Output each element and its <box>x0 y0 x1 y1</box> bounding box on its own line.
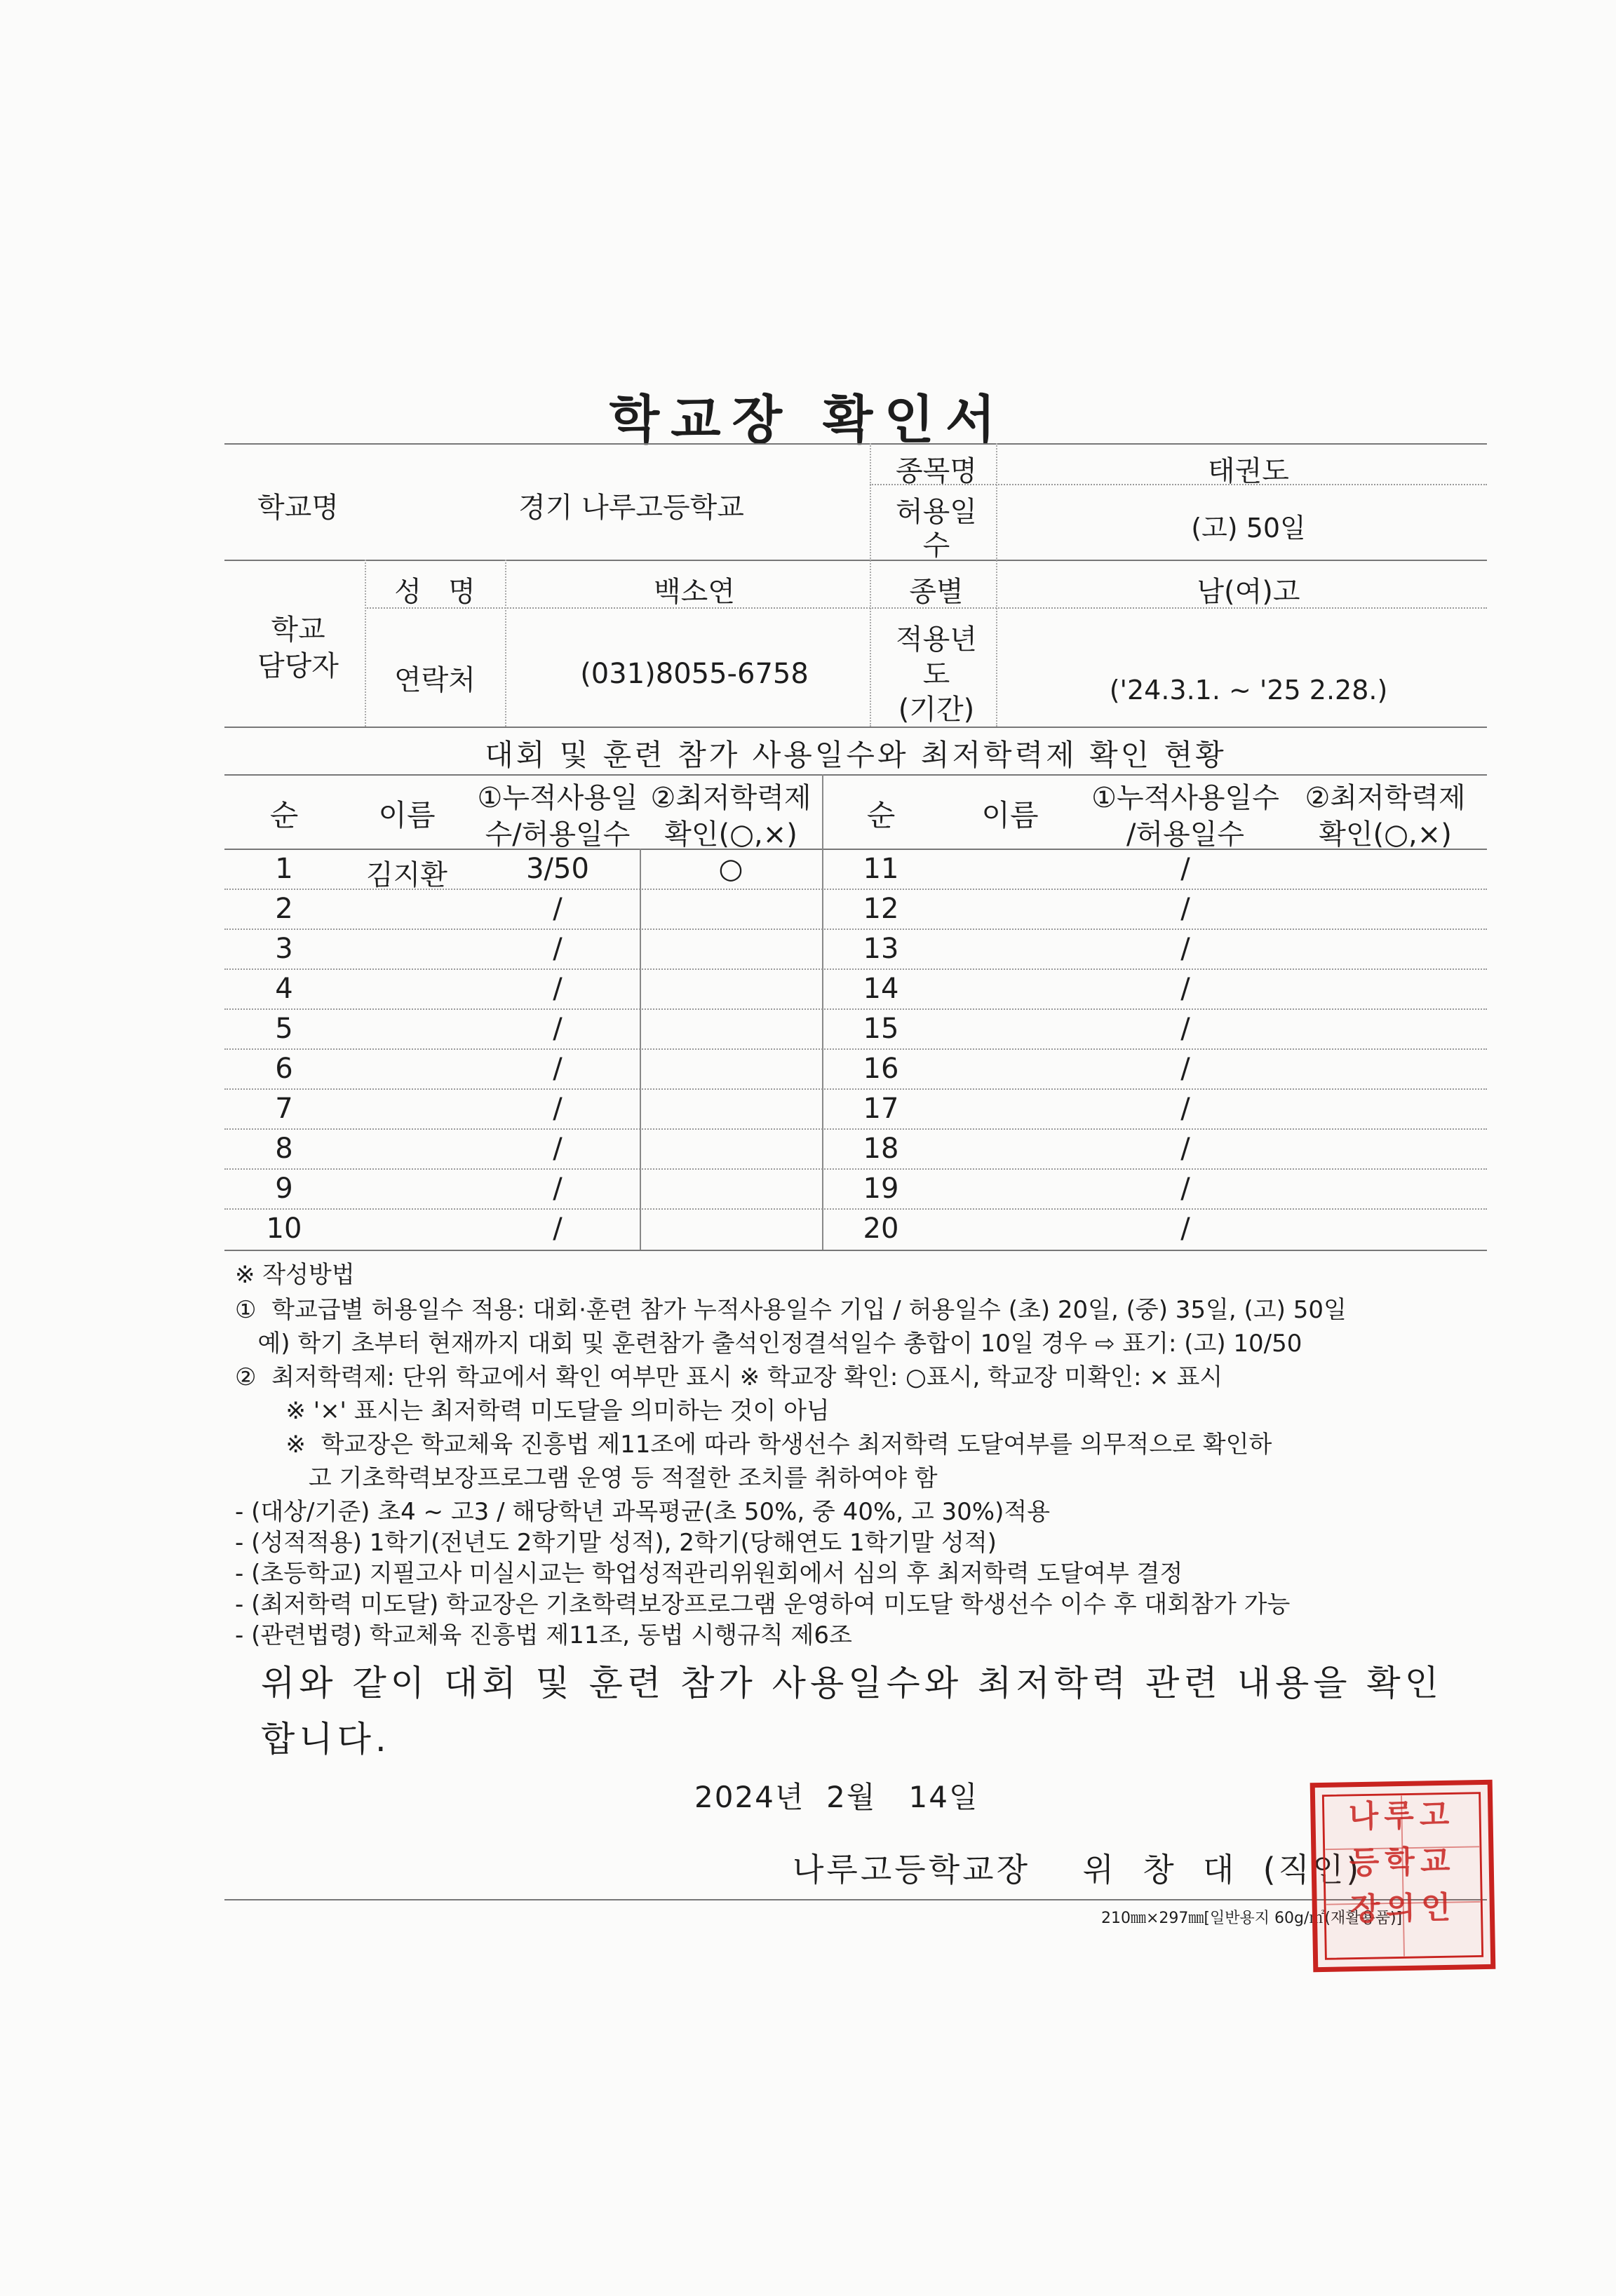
document-title: 학교장 확인서 <box>609 390 1007 450</box>
col-days-header: 수/허용일수 <box>485 818 631 851</box>
row-days: 3/50 <box>526 853 589 885</box>
table-row <box>224 1048 1487 1090</box>
note-line: ※ 학교장은 학교체육 진흥법 제11조에 따라 학생선수 최저학력 도달여부를 의무적으로 확인하 <box>263 1431 1272 1459</box>
row-days: / <box>553 933 563 965</box>
col-days-header: ①누적사용일 <box>477 782 638 814</box>
row-no-right: 11 <box>863 853 899 885</box>
row-days-right: / <box>1180 1053 1190 1085</box>
manager-label: 학교 <box>271 614 325 646</box>
row-days: / <box>553 973 563 1005</box>
header-divider <box>996 443 997 727</box>
row-days: / <box>553 1173 563 1205</box>
table-row <box>224 1008 1487 1050</box>
table-row <box>224 1208 1487 1251</box>
row-days-right: / <box>1180 1213 1190 1245</box>
row-days-right: / <box>1180 1173 1190 1205</box>
row-no-right: 20 <box>863 1213 899 1245</box>
row-days-right: / <box>1180 893 1190 925</box>
row-days: / <box>553 1013 563 1045</box>
writing-instructions <box>235 1255 1483 1647</box>
note-line: ② 최저학력제: 단위 학교에서 확인 여부만 표시 ※ 학교장 확인: ○표시, 학교장 미확인: × 표시 <box>235 1363 1223 1391</box>
manager-label: 담당자 <box>257 650 339 682</box>
gender-label: 종별 <box>909 576 964 608</box>
year-label: 도 <box>922 659 950 691</box>
row-no: 7 <box>275 1093 293 1125</box>
table-row <box>224 849 1487 890</box>
note-line: 예) 학기 초부터 현재까지 대회 및 훈련참가 출석인정결석일수 총합이 10일 경우 ⇨ 표기: (고) 10/50 <box>235 1330 1302 1358</box>
contact-value: (031)8055-6758 <box>580 658 809 690</box>
row-no: 5 <box>275 1013 293 1045</box>
row-no-right: 17 <box>863 1093 899 1125</box>
table-row <box>224 928 1487 970</box>
note-line: - (최저학력 미도달) 학교장은 기초학력보장프로그램 운영하여 미도달 학생선수 이수 후 대회참가 가능 <box>235 1591 1291 1619</box>
row-days: / <box>553 1093 563 1125</box>
col-no-header-right: 순 <box>866 798 896 832</box>
issue-date: 2024년 2월 14일 <box>694 1780 979 1814</box>
table-row <box>224 1128 1487 1170</box>
note-line: - (성적적용) 1학기(전년도 2학기말 성적), 2학기(당해연도 1학기말 성적) <box>235 1529 997 1557</box>
note-line: - (관련법령) 학교체육 진흥법 제11조, 동법 시행규칙 제6조 <box>235 1621 852 1649</box>
row-no: 6 <box>275 1053 293 1085</box>
row-days: / <box>553 1133 563 1165</box>
row-no-right: 16 <box>863 1053 899 1085</box>
allowed-label: 허용일 <box>896 496 977 528</box>
row-days-right: / <box>1180 973 1190 1005</box>
row-no-right: 13 <box>863 933 899 965</box>
allowed-label: 수 <box>922 529 950 562</box>
year-value: ('24.3.1. ~ '25 2.28.) <box>1109 675 1388 705</box>
col-check-header-right: ②최저학력제 <box>1305 782 1466 814</box>
row-no: 1 <box>275 853 293 885</box>
row-no-right: 19 <box>863 1173 899 1205</box>
name-value: 백소연 <box>654 576 735 608</box>
note-line: - (대상/기준) 초4 ~ 고3 / 해당학년 과목평균(초 50%, 중 40%, 고 30%)적용 <box>235 1498 1051 1526</box>
row-no-right: 18 <box>863 1133 899 1165</box>
table-row <box>224 1088 1487 1130</box>
row-no-right: 12 <box>863 893 899 925</box>
year-label: 적용년 <box>896 623 977 656</box>
col-check-header: 확인(○,×) <box>664 818 797 851</box>
paper-size-note: 210㎜×297㎜[일반용지 60g/㎡(재활용품)] <box>1101 1910 1403 1927</box>
section-title: 대회 및 훈련 참가 사용일수와 최저학력제 확인 현황 <box>485 738 1227 772</box>
seal-text: 나루고등학교장의인 <box>1348 1797 1457 1928</box>
contact-label: 연락처 <box>394 664 476 696</box>
row-no: 2 <box>275 893 293 925</box>
col-check-header: ②최저학력제 <box>650 782 812 814</box>
header-bottom-rule <box>224 727 1487 728</box>
header-top-rule <box>224 443 1487 445</box>
row-check: ○ <box>718 853 743 885</box>
footer-rule <box>224 1899 1487 1900</box>
row-days: / <box>553 1053 563 1085</box>
allowed-value: (고) 50일 <box>1191 513 1306 543</box>
header-divider <box>505 560 506 727</box>
note-line: ※ '×' 표시는 최저학력 미도달을 의미하는 것이 아님 <box>263 1397 830 1425</box>
signer: 나루고등학교장 위 창 대 (직인) <box>793 1851 1362 1889</box>
note-line: ① 학교급별 허용일수 적용: 대회·훈련 참가 누적사용일수 기입 / 허용일수 (초) 20일, (중) 35일, (고) 50일 <box>235 1296 1347 1324</box>
col-no-header: 순 <box>269 798 299 832</box>
col-days-header-right: ①누적사용일수 <box>1091 782 1279 814</box>
row-no: 10 <box>266 1213 302 1245</box>
col-days-header-right: /허용일수 <box>1126 818 1245 851</box>
row-days-right: / <box>1180 1133 1190 1165</box>
sport-label: 종목명 <box>896 455 977 487</box>
row-days-right: / <box>1180 933 1190 965</box>
row-no-right: 15 <box>863 1013 899 1045</box>
row-days: / <box>553 1213 563 1245</box>
table-row <box>224 889 1487 930</box>
year-label: (기간) <box>898 694 975 726</box>
row-no: 4 <box>275 973 293 1005</box>
row-no: 3 <box>275 933 293 965</box>
col-check-header-right: 확인(○,×) <box>1319 818 1452 851</box>
confirmation-text: 합니다. <box>261 1719 391 1760</box>
note-line: 고 기초학력보장프로그램 운영 등 적절한 조치를 취하여야 함 <box>263 1464 938 1492</box>
official-seal <box>1310 1780 1496 1972</box>
table-row <box>224 968 1487 1010</box>
header-divider <box>870 443 871 727</box>
row-no-right: 14 <box>863 973 899 1005</box>
school-value: 경기 나루고등학교 <box>518 492 744 524</box>
school-label: 학교명 <box>257 492 339 524</box>
row-no: 8 <box>275 1133 293 1165</box>
sport-value: 태권도 <box>1208 455 1289 487</box>
note-line: - (초등학교) 지필고사 미실시교는 학업성적관리위원회에서 심의 후 최저학력 도달여부 결정 <box>235 1560 1183 1588</box>
row-no: 9 <box>275 1173 293 1205</box>
confirmation-text: 위와 같이 대회 및 훈련 참가 사용일수와 최저학력 관련 내용을 확인 <box>261 1663 1443 1703</box>
row-days-right: / <box>1180 1093 1190 1125</box>
gender-value: 남(여)고 <box>1197 576 1300 608</box>
row-days-right: / <box>1180 1013 1190 1045</box>
col-name-header: 이름 <box>378 798 436 832</box>
table-row <box>224 1168 1487 1210</box>
note-heading: ※ 작성방법 <box>235 1261 355 1289</box>
row-days: / <box>553 893 563 925</box>
row-name: 김지환 <box>366 859 447 891</box>
row-days-right: / <box>1180 853 1190 885</box>
header-rule <box>224 560 1487 561</box>
col-name-header-right: 이름 <box>981 798 1039 832</box>
name-label: 성 명 <box>394 576 476 608</box>
